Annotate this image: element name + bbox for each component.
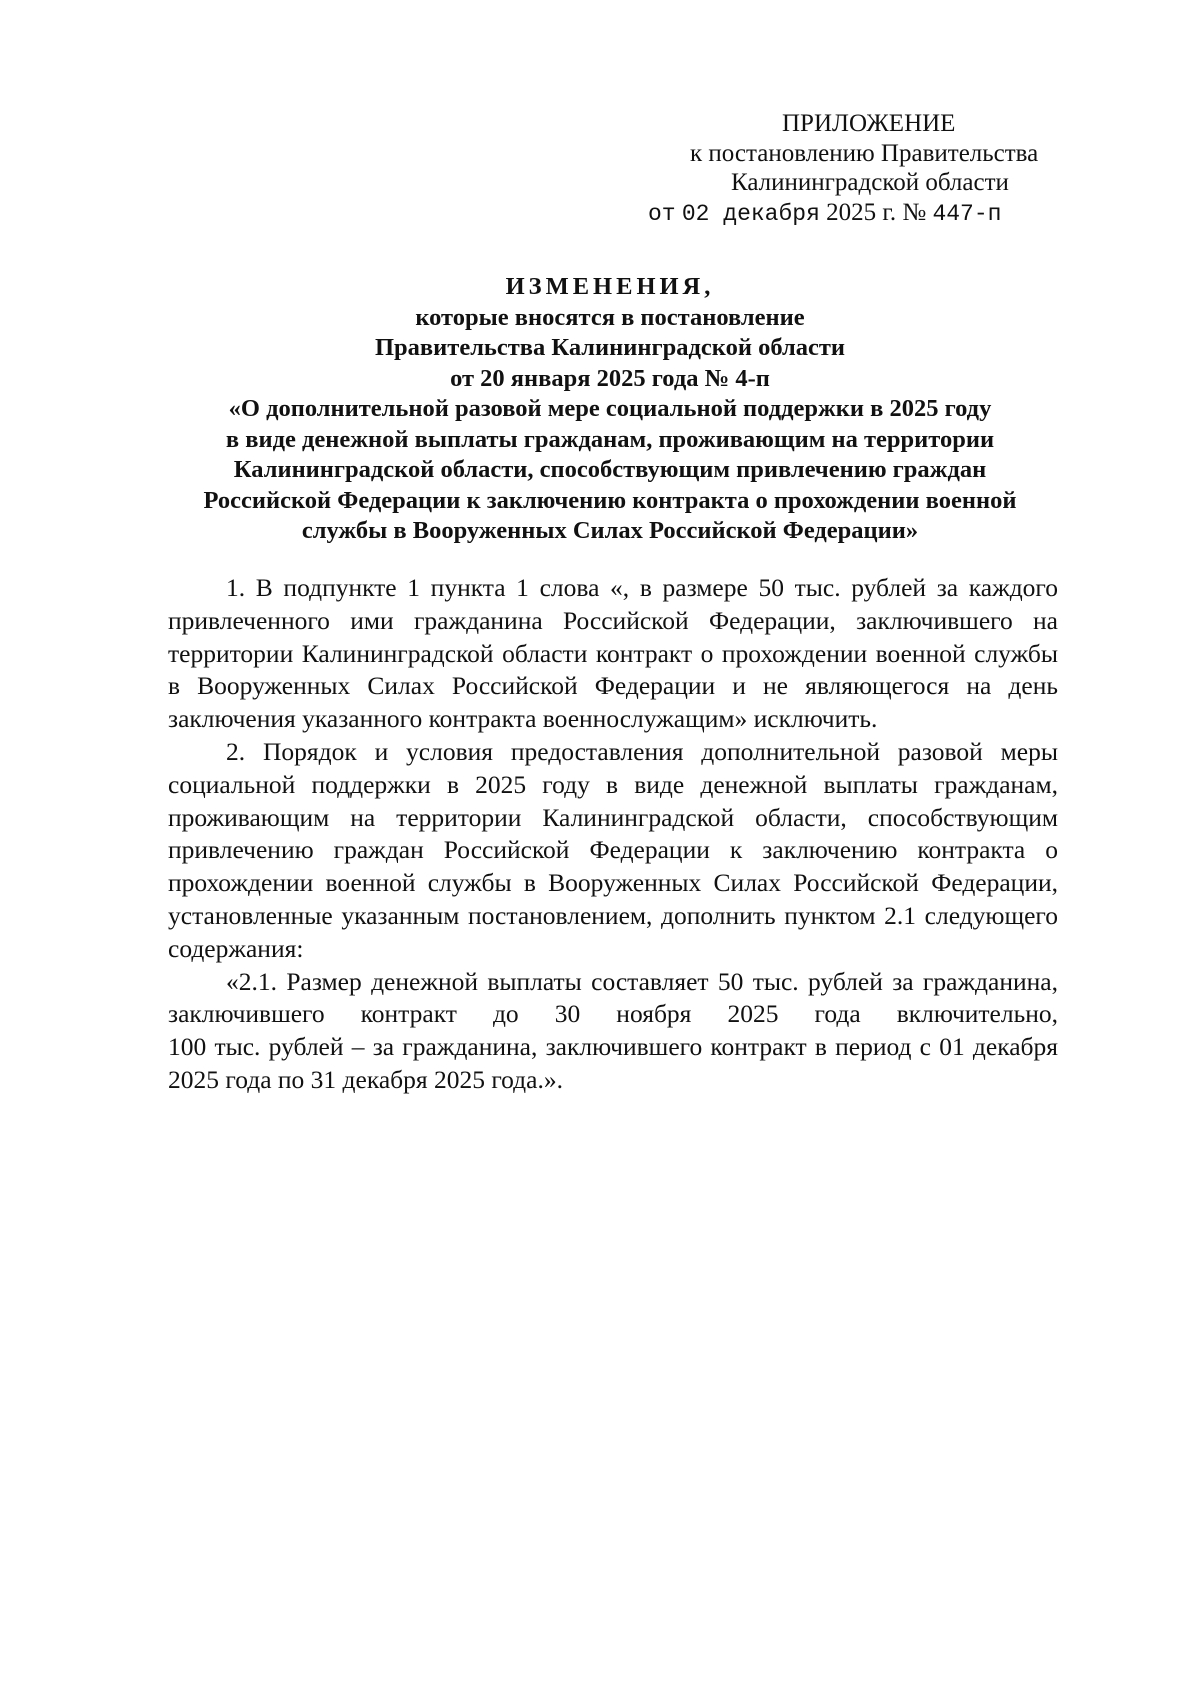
title-line: Российской Федерации к заключению контракта о прохождении военной xyxy=(203,486,1017,514)
date-value: 02 декабря xyxy=(681,201,820,227)
body-line: привлечению граждан Российской Федерации к заключению контракта о xyxy=(168,835,1058,865)
title-line: которые вносятся в постановление xyxy=(415,303,805,331)
appendix-line-2: Калининградской области xyxy=(731,169,1009,196)
body-line: прохождении военной службы в Вооруженных Силах Российской Федерации, xyxy=(168,868,1058,898)
body-line: 100 тыс. рублей – за гражданина, заключившего контракт в период с 01 декабря xyxy=(168,1032,1058,1062)
body-line: «2.1. Размер денежной выплаты составляет 50 тыс. рублей за гражданина, xyxy=(226,966,1058,996)
body-line: проживающим на территории Калининградской области, способствующим xyxy=(168,802,1058,832)
body-line: заключения указанного контракта военнослужащим» исключить. xyxy=(168,704,878,734)
body-line: содержания: xyxy=(168,933,304,963)
body-line: 2. Порядок и условия предоставления дополнительной разовой меры xyxy=(226,736,1058,766)
body-line: территории Калининградской области контракт о прохождении военной службы xyxy=(168,638,1058,668)
document-title xyxy=(150,272,1070,547)
title-line: службы в Вооруженных Силах Российской Федерации» xyxy=(301,517,919,544)
body-line: в Вооруженных Силах Российской Федерации и не являющегося на день xyxy=(168,671,1058,701)
title-line: «О дополнительной разовой мере социальной поддержки в 2025 году xyxy=(228,395,992,422)
date-year: 2025 г. № xyxy=(826,199,927,226)
doc-number: 447-п xyxy=(932,201,1002,227)
body-line: привлеченного ими гражданина Российской Федерации, заключившего на xyxy=(168,605,1058,635)
title-line: Правительства Калининградской области xyxy=(375,334,845,361)
document-body xyxy=(168,572,1058,1097)
body-line: 1. В подпункте 1 пункта 1 слова «, в размере 50 тыс. рублей за каждого xyxy=(226,573,1058,602)
body-line: установленные указанным постановлением, дополнить пунктом 2.1 следующего xyxy=(168,900,1058,930)
body-line: 2025 года по 31 декабря 2025 года.». xyxy=(168,1064,563,1094)
date-prefix: от xyxy=(648,201,676,227)
title-line: от 20 января 2025 года № 4-п xyxy=(450,364,770,392)
body-line: заключившего контракт до 30 ноября 2025 года включительно, xyxy=(168,999,1058,1029)
body-line: социальной поддержки в 2025 году в виде денежной выплаты гражданам, xyxy=(168,769,1058,799)
appendix-label: ПРИЛОЖЕНИЕ xyxy=(782,110,956,137)
title-line: в виде денежной выплаты гражданам, проживающим на территории xyxy=(225,425,995,453)
appendix-date-line xyxy=(648,199,1001,227)
appendix-line-1: к постановлению Правительства xyxy=(690,140,1039,167)
title-heading: ИЗМЕНЕНИЯ, xyxy=(505,273,715,300)
title-line: Калининградской области, способствующим привлечению граждан xyxy=(233,456,987,483)
